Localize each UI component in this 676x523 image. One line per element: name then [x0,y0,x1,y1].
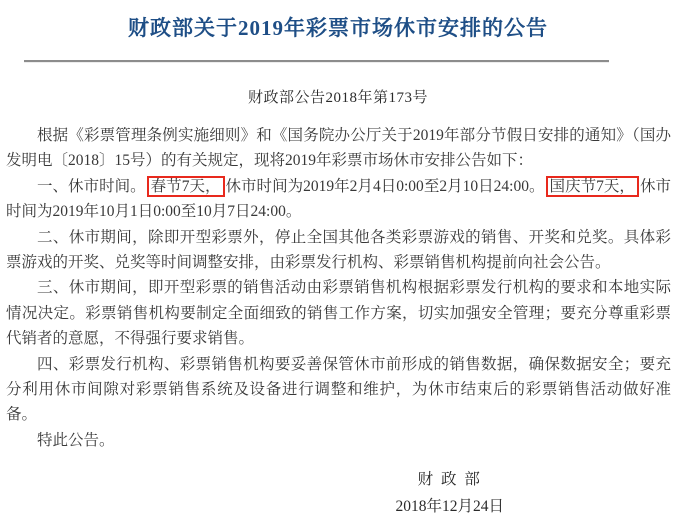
paragraph [6,123,671,174]
paragraph-text: 一、休市时间。 [37,177,146,195]
highlight-box: 春节7天， [147,176,225,197]
paragraph [6,174,671,225]
paragraph [6,352,671,428]
paragraph-text: 特此公告。 [37,431,115,449]
signature-block [395,466,504,520]
paragraph-text: 四、彩票发行机构、彩票销售机构要妥善保管休市前形成的销售数据，确保数据安全；要充分利用休市间隙对彩票销售系统及设备进行调整和维护，为休市结束后的彩票销售活动做好准备。 [6,355,671,424]
title-divider [24,60,609,63]
paragraph-text: 三、休市期间，即开型彩票的销售活动由彩票销售机构根据彩票发行机构的要求和本地实际情况决定。彩票销售机构要制定全面细致的销售工作方案，切实加强安全管理；要充分尊重彩票代销者的意愿，不得强行要求销售。 [6,279,671,348]
doc-number: 财政部公告2018年第173号 [247,90,428,106]
signature-agency: 财 政 部 [417,471,482,489]
paragraph [6,428,671,453]
page-title: 财政部关于2019年彩票市场休市安排的公告 [128,16,548,40]
paragraph-text: 根据《彩票管理条例实施细则》和《国务院办公厅关于2019年部分节假日安排的通知》（国办发明电〔2018〕15号）的有关规定，现将2019年彩票市场休市安排公告如下： [6,127,671,170]
paragraph [6,225,671,276]
paragraph [6,275,671,351]
paragraph-text: 二、休市期间，除即开型彩票外，停止全国其他各类彩票游戏的销售、开奖和兑奖。具体彩票游戏的开奖、兑奖等时间调整安排，由彩票发行机构、彩票销售机构提前向社会公告。 [6,228,671,272]
paragraph-text: 休市时间为2019年10月1日0:00至10月7日24:00。 [6,177,671,221]
paragraph-text: 休市时间为2019年2月4日0:00至2月10日24:00。 [225,177,545,195]
highlight-box: 国庆节7天， [546,176,639,197]
document-body [6,123,671,453]
signature-date: 2018年12月24日 [395,498,504,516]
